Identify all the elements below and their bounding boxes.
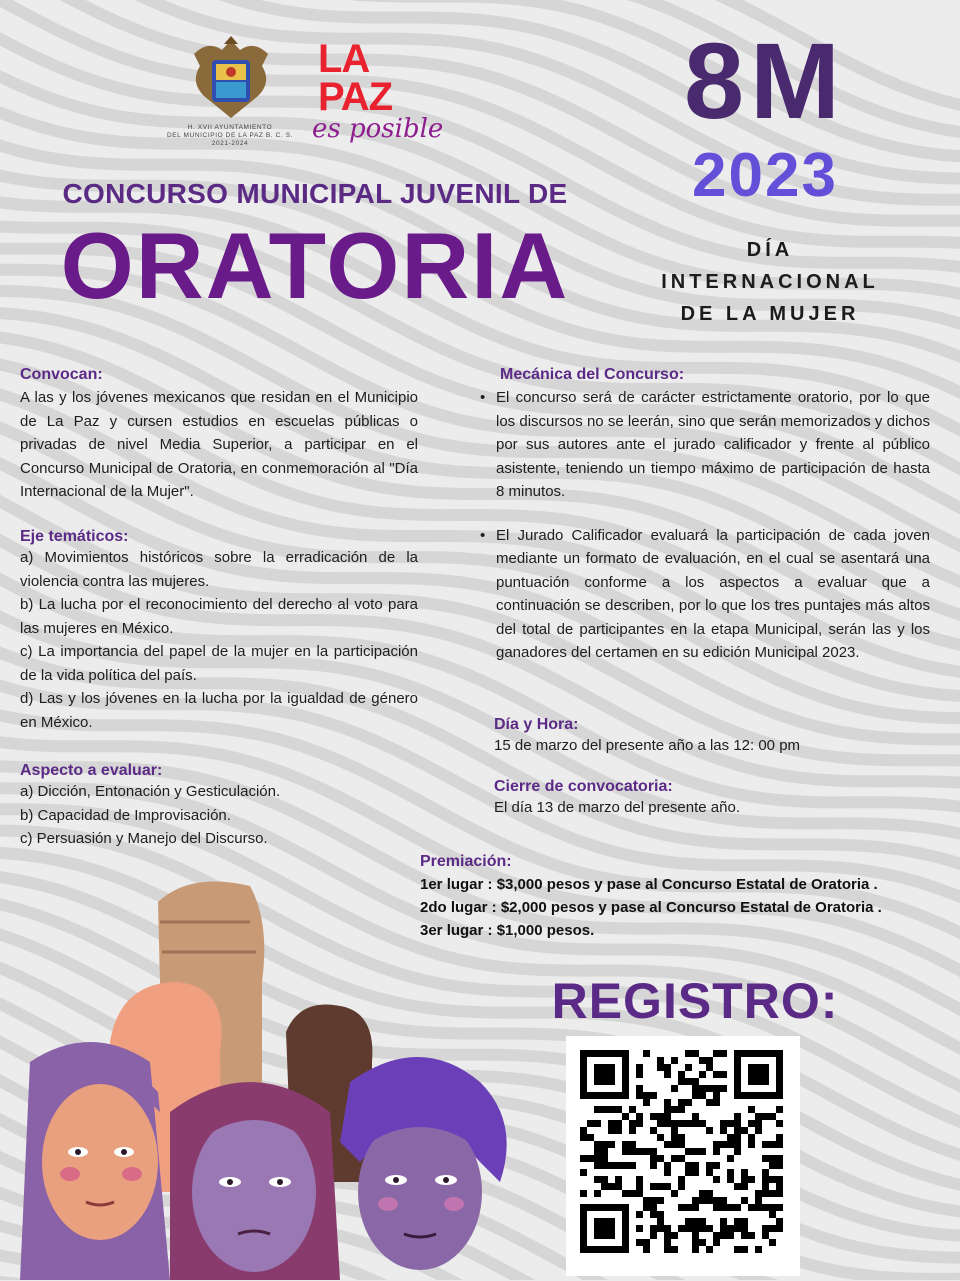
aspecto-section [20, 762, 418, 851]
women-fists-illustration [0, 862, 540, 1280]
dia-hora-text: 15 de marzo del presente año a las 12: 00 pm [494, 737, 801, 754]
cierre-heading: Cierre de convocatoria: [494, 778, 673, 795]
event-code: 8M [683, 20, 847, 141]
woman-left [20, 1042, 170, 1280]
dia-hora-section [494, 716, 934, 758]
aspecto-item: a) Dicción, Entonación y Gesticulación. [20, 783, 281, 800]
premio-item: 3er lugar : $1,000 pesos. [420, 922, 595, 939]
event-name [600, 234, 940, 330]
ejes-heading: Eje temáticos: [20, 528, 129, 545]
aspecto-heading: Aspecto a evaluar: [20, 762, 163, 779]
ayuntamiento-line-3: 2021-2024 [211, 140, 249, 147]
contest-title: ORATORIA [60, 213, 570, 318]
premio-item: 1er lugar : $3,000 pesos y pase al Concurso Estatal de Oratoria . [420, 876, 878, 893]
eje-item: b) La lucha por el reconocimiento del derecho al voto para las mujeres en México. [20, 596, 418, 637]
eje-item: c) La importancia del papel de la mujer en la participación de la vida política del país. [20, 643, 418, 684]
ayuntamiento-line-1: H. XVII AYUNTAMIENTO [187, 124, 273, 131]
la-paz-logo-tagline: es posible [312, 114, 444, 144]
contest-subtitle: CONCURSO MUNICIPAL JUVENIL DE [62, 178, 568, 209]
event-name-line-1: DÍA [746, 239, 794, 261]
ayuntamiento-caption [150, 124, 310, 148]
convocan-text: A las y los jóvenes mexicanos que residan en el Municipio de La Paz y cursen estudios en escuelas públicas o privadas de nivel Media Superior, a participar en el Concurso Municipal de Oratoria, en conmemoración al "Día Internacional de la Mujer". [20, 389, 418, 500]
event-name-line-3: DE LA MUJER [680, 303, 860, 325]
ayuntamiento-line-2: DEL MUNICIPIO DE LA PAZ B. C. S. [166, 132, 294, 139]
la-paz-logo-la: LA [318, 37, 370, 81]
registration-qr-code[interactable] [566, 1036, 800, 1276]
mecanica-section [478, 366, 930, 665]
municipal-crest-logo [186, 36, 276, 124]
ejes-section [20, 528, 418, 734]
dia-hora-heading: Día y Hora: [494, 716, 579, 733]
event-name-line-2: INTERNACIONAL [661, 271, 879, 293]
eje-item: a) Movimientos históricos sobre la erradicación de la violencia contra las mujeres. [20, 549, 418, 590]
convocan-heading: Convocan: [20, 366, 103, 383]
convocan-section [20, 366, 418, 504]
la-paz-logo-paz: PAZ [318, 75, 393, 119]
premio-item: 2do lugar : $2,000 pesos y pase al Concurso Estatal de Oratoria . [420, 899, 882, 916]
registro-label: REGISTRO: [551, 973, 839, 1029]
aspecto-item: c) Persuasión y Manejo del Discurso. [20, 830, 268, 847]
woman-middle [170, 1082, 340, 1280]
premiacion-heading: Premiación: [420, 853, 512, 870]
mecanica-heading: Mecánica del Concurso: [500, 366, 685, 383]
woman-right [340, 1057, 507, 1270]
cierre-section [494, 778, 934, 820]
aspecto-item: b) Capacidad de Improvisación. [20, 806, 231, 824]
mecanica-item: • El Jurado Calificador evaluará la participación de cada joven mediante un formato de evaluación, en el cual se asentará una puntuación conforme a los aspectos a evaluar que a continuación se describen, por lo que los tres puntajes más altos del total de participantes en la etapa Municipal, serán las y los ganadores del certamen en su edición Municipal 2023. [496, 524, 930, 665]
mecanica-item: • El concurso será de carácter estrictamente oratorio, por lo que los discursos no se leerán, sino que serán memorizados y dichos por sus autores ante el jurado calificador y frente al público asistente, teniendo un tiempo máximo de participación de hasta 8 minutos. [496, 386, 930, 504]
cierre-text: El día 13 de marzo del presente año. [494, 799, 740, 816]
eje-item: d) Las y los jóvenes en la lucha por la igualdad de género en México. [20, 690, 418, 731]
event-year: 2023 [692, 141, 838, 210]
